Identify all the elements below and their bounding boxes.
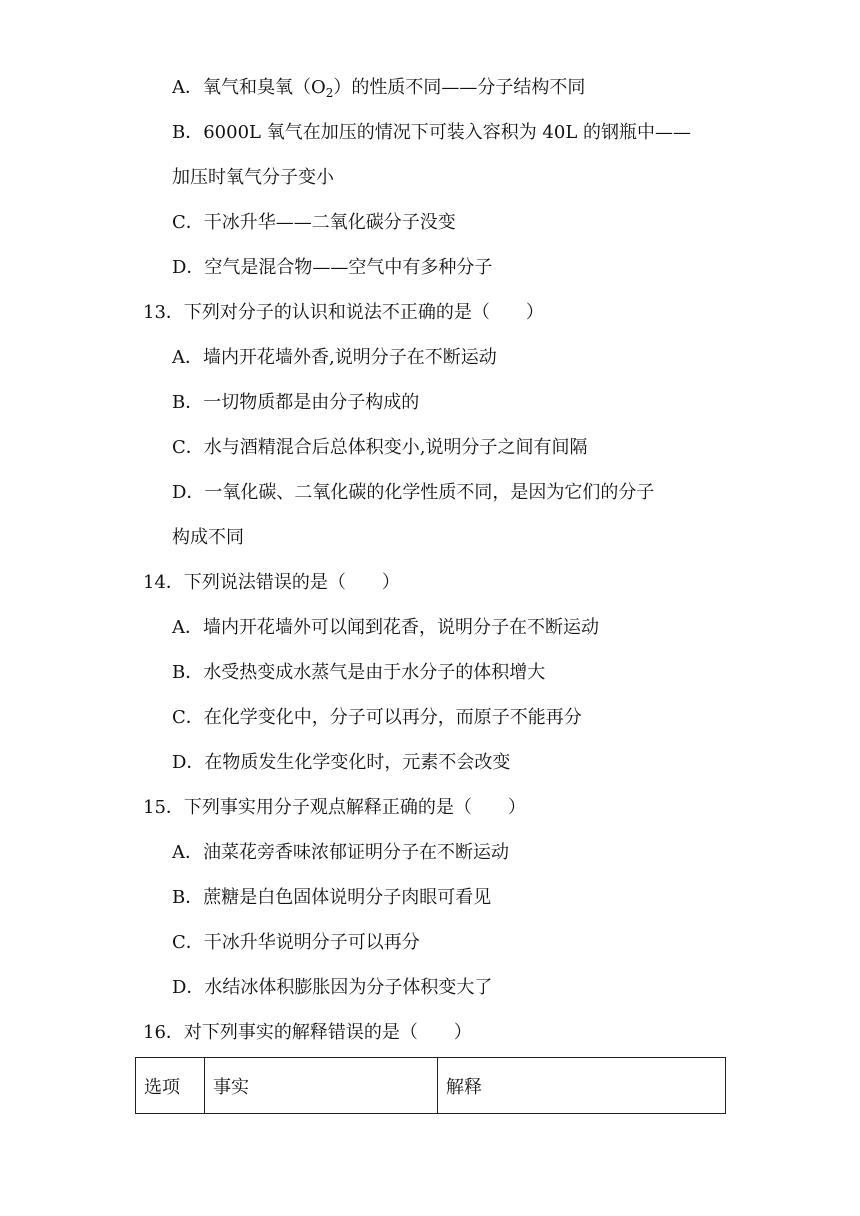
- q12-option-a-subscript: 2: [325, 86, 334, 100]
- q16-table: [135, 1057, 726, 1114]
- q12-option-a-suffix: ）的性质不同——分子结构不同: [333, 77, 586, 98]
- q14-option-b: B．水受热变成水蒸气是由于水分子的体积增大: [172, 662, 546, 683]
- q12-option-c: C．干冰升华——二氧化碳分子没变: [172, 212, 456, 233]
- table-header-explanation: 解释: [438, 1058, 726, 1114]
- q13-option-a: A．墙内开花墙外香,说明分子在不断运动: [172, 347, 497, 368]
- q15-stem: 15．下列事实用分子观点解释正确的是（ ）: [143, 797, 526, 818]
- table-header-fact: 事实: [205, 1058, 438, 1114]
- q13-option-d-line1: D．一氧化碳、二氧化碳的化学性质不同，是因为它们的分子: [172, 482, 655, 503]
- q12-option-a-prefix: A．氧气和臭氧（O: [172, 77, 326, 98]
- q15-option-c: C．干冰升华说明分子可以再分: [172, 932, 420, 953]
- q13-option-c: C．水与酒精混合后总体积变小,说明分子之间有间隔: [172, 437, 588, 458]
- q13-stem: 13．下列对分子的认识和说法不正确的是（ ）: [143, 302, 544, 323]
- q14-stem: 14．下列说法错误的是（ ）: [143, 572, 400, 593]
- q13-option-b: B．一切物质都是由分子构成的: [172, 392, 420, 413]
- q12-option-a: [172, 76, 585, 100]
- q14-option-a: A．墙内开花墙外可以闻到花香，说明分子在不断运动: [172, 617, 599, 638]
- q15-option-a: A．油菜花旁香味浓郁证明分子在不断运动: [172, 842, 509, 863]
- table-header-row: [136, 1058, 726, 1114]
- q14-option-d: D．在物质发生化学变化时，元素不会改变: [172, 752, 511, 773]
- table-header-option: 选项: [136, 1058, 205, 1114]
- q12-option-d: D．空气是混合物——空气中有多种分子: [172, 257, 493, 278]
- q15-option-b: B．蔗糖是白色固体说明分子肉眼可看见: [172, 887, 492, 908]
- q15-option-d: D．水结冰体积膨胀因为分子体积变大了: [172, 977, 493, 998]
- q14-option-c: C．在化学变化中，分子可以再分，而原子不能再分: [172, 707, 582, 728]
- q13-option-d-line2: 构成不同: [172, 527, 244, 548]
- q12-option-b-line1: B．6000L 氧气在加压的情况下可装入容积为 40L 的钢瓶中——: [172, 122, 692, 143]
- q12-option-b-line2: 加压时氧气分子变小: [172, 167, 334, 188]
- q16-stem: 16．对下列事实的解释错误的是（ ）: [143, 1022, 472, 1043]
